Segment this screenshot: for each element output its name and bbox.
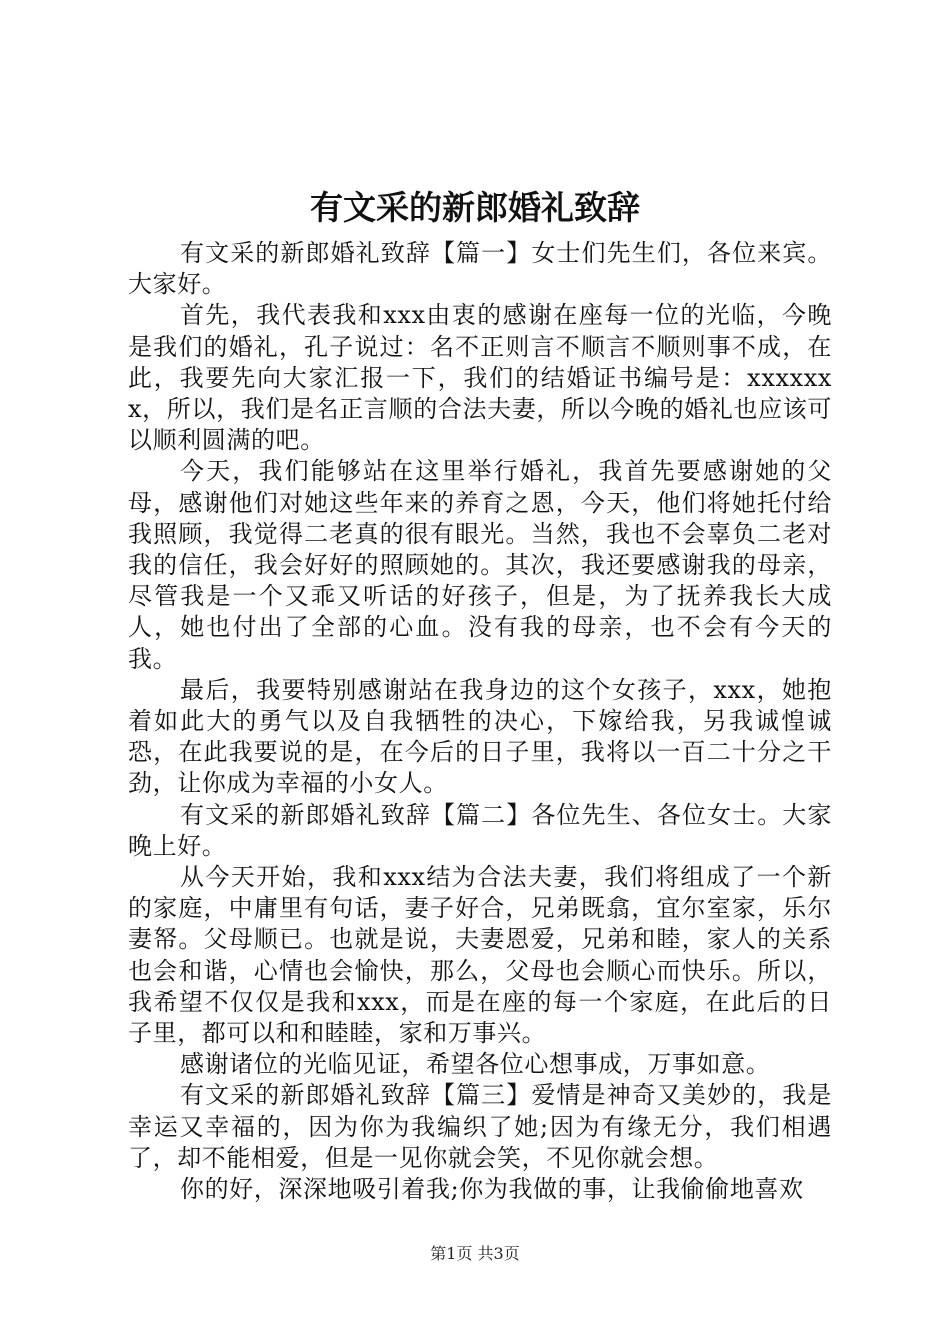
paragraph-7: 感谢诸位的光临见证，希望各位心想事成，万事如意。 (180, 1050, 771, 1079)
paragraph-8: 有文采的新郎婚礼致辞【篇三】爱情是神奇又美妙的，我是幸运又幸福的，因为你为我编织了她;因为有缘无分，我们相遇了，却不能相爱，但是一见你就会笑，不见你就会想。 (128, 1081, 832, 1172)
paragraph-4: 最后，我要特别感谢站在我身边的这个女孩子，xxx，她抱着如此大的勇气以及自我牺牲的决心，下嫁给我，另我诚惶诚恐，在此我要说的是，在今后的日子里，我将以一百二十分之干劲，让你成为幸福的小女人。 (128, 675, 832, 798)
paragraph-3: 今天，我们能够站在这里举行婚礼，我首先要感谢她的父母，感谢他们对她这些年来的养育之恩，今天，他们将她托付给我照顾，我觉得二老真的很有眼光。当然，我也不会辜负二老对我的信任，我会好好的照顾她的。其次，我还要感谢我的母亲，尽管我是一个又乖又听话的好孩子，但是，为了抚养我长大成人，她也付出了全部的心血。没有我的母亲，也不会有今天的我。 (128, 457, 832, 673)
document-title: 有文采的新郎婚礼致辞 (310, 188, 640, 227)
page-number-footer: 第1页 共3页 (430, 1244, 520, 1263)
paragraph-6: 从今天开始，我和xxx结为合法夫妻，我们将组成了一个新的家庭，中庸里有句话，妻子好合，兄弟既翕，宜尔室家，乐尔妻帑。父母顺已。也就是说，夫妻恩爱，兄弟和睦，家人的关系也会和谐，心情也会愉快，那么，父母也会顺心而快乐。所以，我希望不仅仅是我和xxx，而是在座的每一个家庭，在此后的日子里，都可以和和睦睦，家和万事兴。 (128, 863, 832, 1048)
document-body (128, 238, 832, 1205)
paragraph-9: 你的好，深深地吸引着我;你为我做的事，让我偷偷地喜欢 (180, 1175, 804, 1204)
paragraph-2: 首先，我代表我和xxx由衷的感谢在座每一位的光临，今晚是我们的婚礼，孔子说过：名不正则言不顺言不顺则事不成，在此，我要先向大家汇报一下，我们的结婚证书编号是：xxxxxxx，所以，我们是名正言顺的合法夫妻，所以今晚的婚礼也应该可以顺利圆满的吧。 (128, 301, 832, 455)
paragraph-5: 有文采的新郎婚礼致辞【篇二】各位先生、各位女士。大家晚上好。 (128, 800, 832, 860)
paragraph-1: 有文采的新郎婚礼致辞【篇一】女士们先生们，各位来宾。大家好。 (128, 239, 832, 299)
